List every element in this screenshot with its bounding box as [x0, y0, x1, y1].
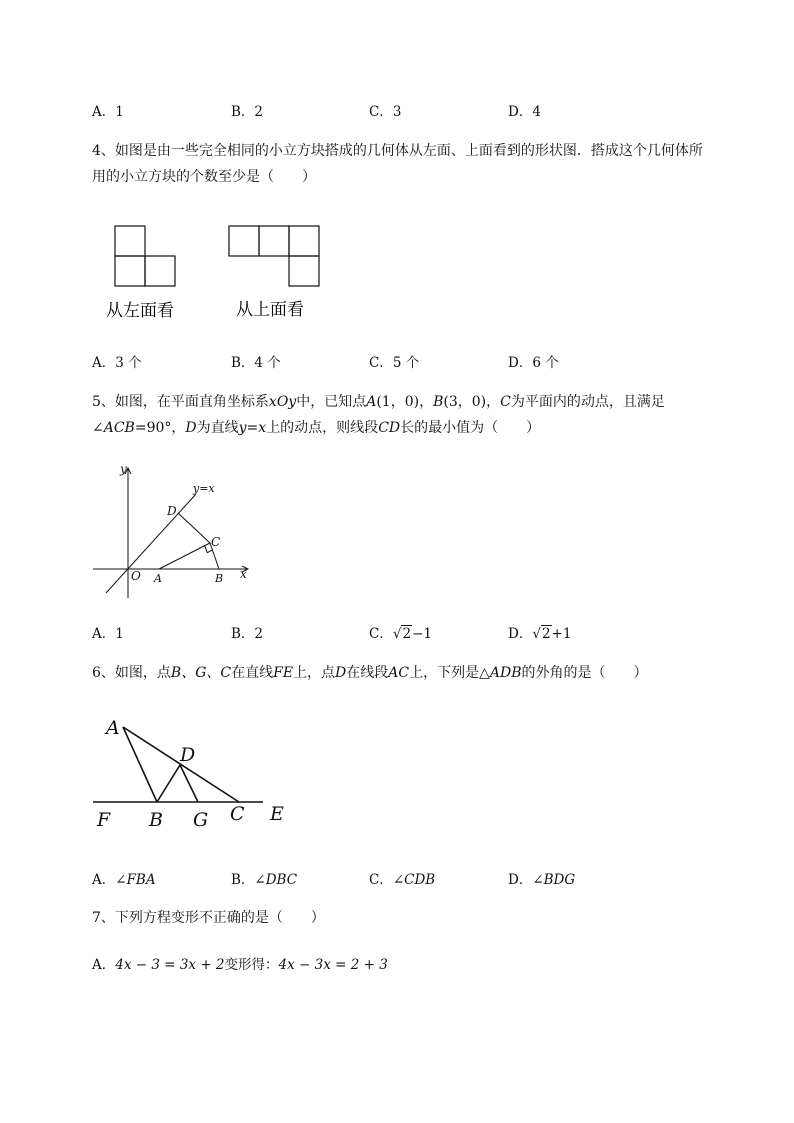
q4-option-a: A．3 个	[92, 355, 142, 371]
q3-option-b: B．2	[231, 104, 264, 120]
point-c-label: C	[211, 535, 221, 549]
segment-ac	[159, 543, 210, 569]
q6-option-b: B．∠DBC	[231, 872, 298, 888]
q6-options	[0, 868, 794, 890]
q5-line1: 5、如图，在平面直角坐标系xOy中，已知点A(1，0)，B(3，0)，C为平面内的动点，且满足	[92, 394, 665, 410]
q5-option-c: C．√2−1	[369, 626, 432, 642]
q5-option-d: D．√2+1	[508, 626, 572, 642]
q4-option-d: D．6 个	[508, 355, 559, 371]
point-e-label: E	[270, 803, 284, 825]
q5-option-a: A．1	[92, 626, 124, 642]
segment-bd	[157, 765, 180, 802]
q3-options	[0, 100, 794, 122]
line-label: y=x	[193, 482, 215, 495]
q5-line2: ∠ACB=90°，D为直线y=x上的动点，则线段CD长的最小值为（ ）	[92, 420, 541, 436]
q7-line1: 7、下列方程变形不正确的是（ ）	[92, 910, 325, 926]
point-b-label: B	[215, 572, 224, 585]
q3-option-c: C．3	[369, 104, 402, 120]
q5-stem	[92, 389, 752, 441]
point-g-label: G	[193, 809, 209, 831]
q4-line1: 4、如图是由一些完全相同的小立方块搭成的几何体从左面、上面看到的形状图．搭成这个几何体所	[92, 143, 703, 159]
y-axis-label: y	[120, 462, 127, 476]
line-y-eq-x	[106, 494, 196, 593]
q4-stem	[92, 138, 752, 190]
point-d-label: D	[180, 744, 196, 766]
q6-option-c: C．∠CDB	[369, 872, 436, 888]
point-d-label: D	[167, 504, 177, 518]
point-b-label: B	[149, 809, 163, 831]
q4-figure	[100, 220, 340, 330]
q4-option-c: C．5 个	[369, 355, 420, 371]
left-view-grid	[115, 226, 175, 286]
q6-triangle-figure	[88, 710, 328, 835]
q6-option-a: A．∠FBA	[92, 872, 156, 888]
segment-cd	[178, 513, 210, 543]
q5-option-b: B．2	[231, 626, 264, 642]
point-a-label: A	[106, 717, 120, 739]
q6-option-d: D．∠BDG	[508, 872, 576, 888]
q7-options	[0, 953, 794, 975]
radicand-d: 2	[541, 626, 551, 642]
x-axis-label: x	[240, 567, 247, 581]
top-view-grid	[229, 226, 319, 286]
radicand-c: 2	[402, 626, 412, 642]
q4-line2: 用的小立方块的个数至少是（ ）	[92, 169, 316, 185]
q3-option-a: A．1	[92, 104, 124, 120]
point-f-label: F	[97, 809, 111, 831]
q7-stem	[92, 905, 752, 931]
top-view-caption: 从上面看	[236, 300, 304, 320]
q6-stem	[92, 660, 752, 686]
q5-options	[0, 622, 794, 644]
q7-option-a: A．4x − 3 = 3x + 2变形得：4x − 3x = 2 + 3	[92, 957, 388, 973]
q4-option-b: B．4 个	[231, 355, 281, 371]
q6-line1: 6、如图，点B、G、C在直线FE上，点D在线段AC上，下列是△ADB的外角的是（ ）	[92, 665, 648, 681]
origin-label: O	[131, 569, 141, 583]
q3-option-d: D．4	[508, 104, 541, 120]
left-view-caption: 从左面看	[106, 301, 174, 321]
point-a-label: A	[154, 572, 162, 585]
q4-options	[0, 351, 794, 373]
q5-coordinate-figure	[88, 458, 258, 603]
point-c-label: C	[230, 803, 245, 825]
